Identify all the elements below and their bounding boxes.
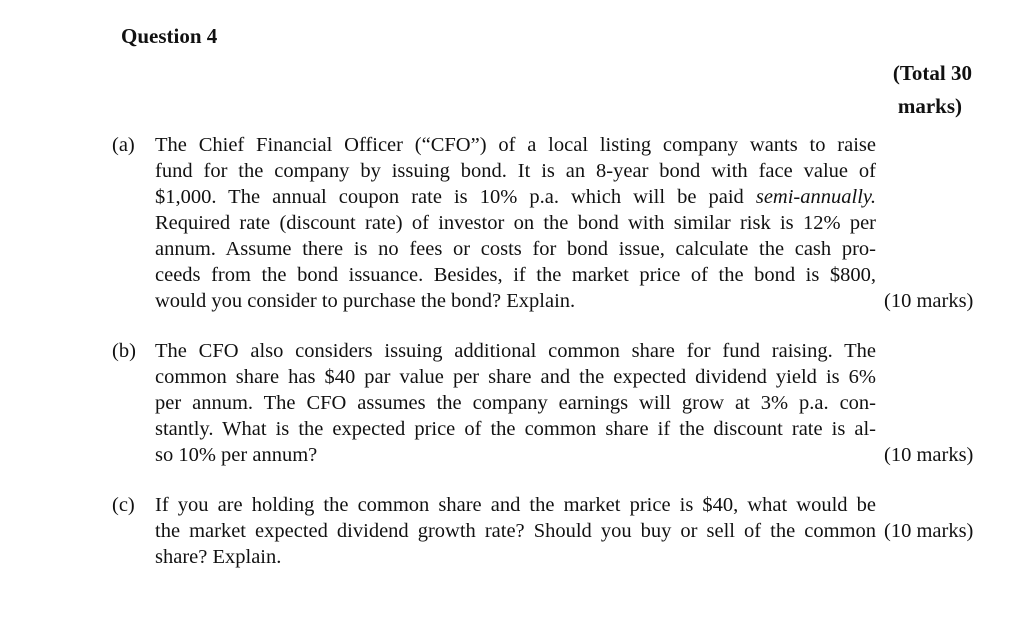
italic-text: semi-annually. bbox=[755, 186, 876, 208]
text-line: Required rate (discount rate) of investor on the bond with similar risk is 12% per bbox=[155, 212, 876, 234]
part-label: (a) bbox=[112, 134, 135, 156]
question-title: Question 4 bbox=[121, 24, 218, 48]
part-label: (c) bbox=[112, 494, 135, 516]
text-line: The CFO also considers issuing additional common share for fund raising. The bbox=[155, 340, 876, 362]
total-marks bbox=[822, 57, 972, 123]
text-line: the market expected dividend growth rate? Should you buy or sell of the common bbox=[155, 520, 876, 542]
marks-label: (10 marks) bbox=[884, 520, 974, 542]
text-line bbox=[155, 184, 876, 210]
part-text bbox=[155, 338, 876, 468]
text-line: annum. Assume there is no fees or costs for bond issue, calculate the cash pro- bbox=[155, 238, 876, 260]
marks-label: (10 marks) bbox=[884, 444, 974, 466]
text-line: share? Explain. bbox=[155, 546, 282, 568]
text-line: If you are holding the common share and the market price is $40, what would be bbox=[155, 494, 876, 516]
text-line: fund for the company by issuing bond. It is an 8-year bond with face value of bbox=[155, 160, 876, 182]
part-text bbox=[155, 492, 876, 570]
total-marks-line2: marks) bbox=[897, 94, 962, 118]
text-line: so 10% per annum? bbox=[155, 444, 318, 466]
text-segment: $1,000. The annual coupon rate is 10% p.a. which will be paid bbox=[155, 186, 756, 208]
text-line: would you consider to purchase the bond? Explain. bbox=[155, 290, 576, 312]
text-line: common share has $40 par value per share and the expected dividend yield is 6% bbox=[155, 366, 876, 388]
marks-label: (10 marks) bbox=[884, 290, 974, 312]
text-line: stantly. What is the expected price of the common share if the discount rate is al- bbox=[155, 418, 876, 440]
total-marks-line1: (Total 30 bbox=[892, 61, 972, 85]
text-line: The Chief Financial Officer (“CFO”) of a local listing company wants to raise bbox=[155, 134, 876, 156]
text-line: ceeds from the bond issuance. Besides, if the market price of the bond is $800, bbox=[155, 264, 876, 286]
part-text bbox=[155, 132, 876, 314]
text-line: per annum. The CFO assumes the company earnings will grow at 3% p.a. con- bbox=[155, 392, 876, 414]
part-label: (b) bbox=[112, 340, 136, 362]
